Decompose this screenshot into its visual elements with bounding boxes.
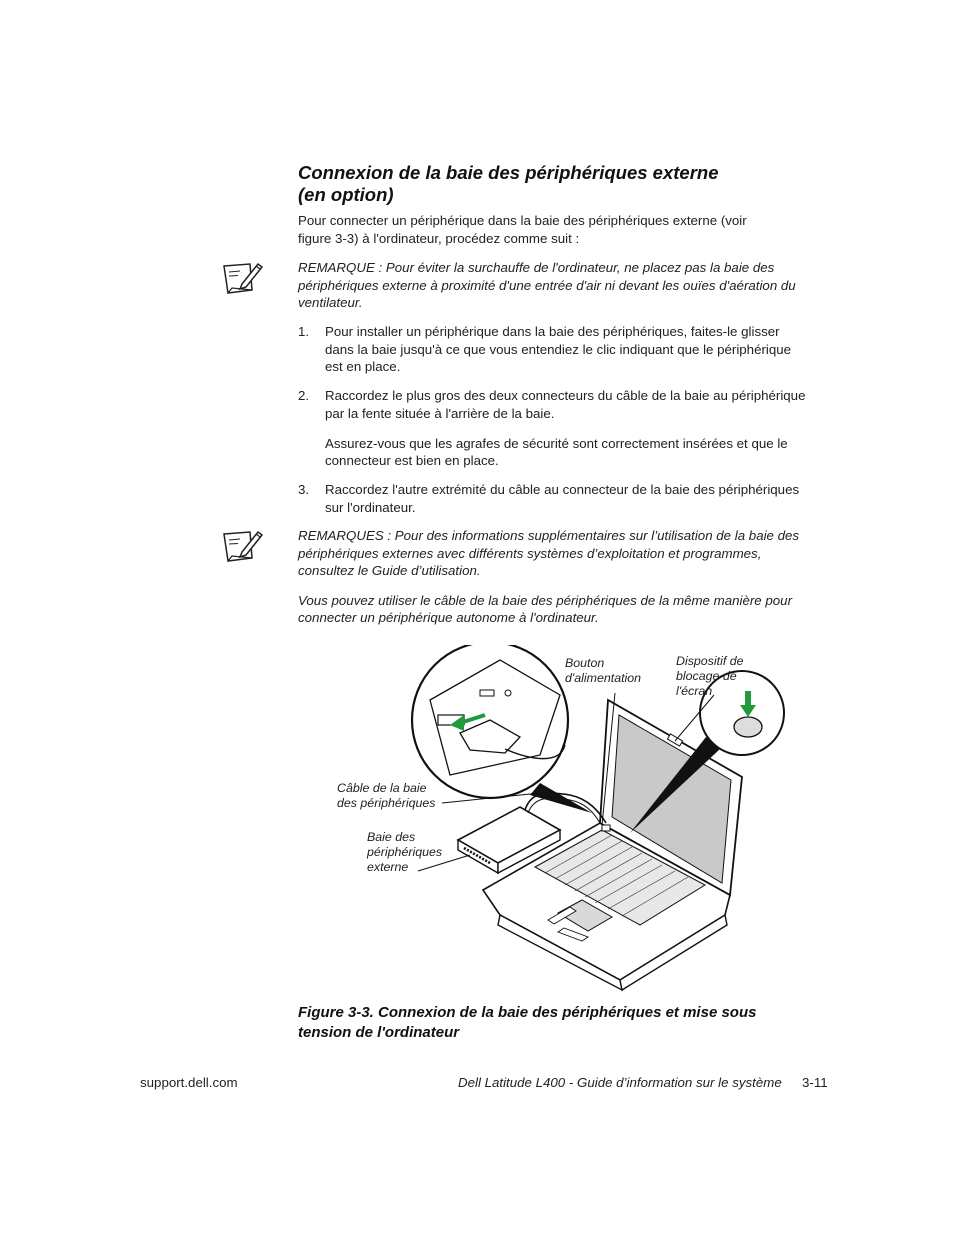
step-2	[298, 387, 833, 470]
intro-line-1: Pour connecter un périphérique dans la baie des périphériques externe (voir	[298, 213, 747, 228]
note-1	[298, 259, 833, 312]
step-2-extra-line-1: Assurez-vous que les agrafes de sécurité sont correctement insérées et que le	[325, 435, 788, 451]
step-3	[298, 481, 833, 516]
callout-bay-line-2: périphériques	[367, 845, 443, 859]
note-pencil-icon	[220, 528, 264, 564]
note-2-line-1: REMARQUES : Pour des informations supplémentaires sur l’utilisation de la baie des	[298, 528, 800, 543]
note-2-line-3: consultez le Guide d’utilisation.	[298, 563, 481, 578]
callout-bay-cable	[337, 781, 436, 811]
intro-line-2: figure 3-3) à l'ordinateur, procédez comme suit :	[298, 230, 580, 246]
step-1	[298, 323, 833, 376]
footer-doc-title: Dell Latitude L400 - Guide d’information sur le système	[458, 1075, 782, 1090]
note-2	[298, 527, 838, 627]
step-3-line-2: sur l'ordinateur.	[325, 499, 416, 515]
section-title	[298, 162, 818, 206]
callout-bay-line-1: Baie des	[367, 830, 416, 844]
note-2-line-2: périphériques externes avec différents systèmes d’exploitation et programmes,	[298, 545, 762, 561]
note-1-line-1: REMARQUE : Pour éviter la surchauffe de l'ordinateur, ne placez pas la baie des	[298, 260, 775, 275]
footer-page-number: 3-11	[802, 1075, 828, 1090]
step-3-line-1: Raccordez l'autre extrémité du câble au connecteur de la baie des périphériques	[325, 482, 800, 497]
note-1-line-2: périphériques externe à proximité d'une entrée d'air ni devant les ouïes d'aération du	[298, 277, 796, 293]
step-1-number: 1.	[298, 324, 310, 339]
callout-cable-line-2: des périphériques	[337, 796, 436, 810]
callout-latch-line-2: blocage de	[676, 669, 737, 683]
step-1-line-3: est en place.	[325, 359, 401, 374]
step-1-line-1: Pour installer un périphérique dans la baie des périphériques, faites-le glisser	[325, 324, 780, 339]
figure-caption-line-1: Figure 3-3. Connexion de la baie des périphériques et mise sous	[298, 1004, 757, 1021]
footer-url: support.dell.com	[140, 1075, 238, 1090]
callout-power-button	[565, 656, 641, 686]
callout-screen-latch	[676, 654, 744, 699]
callout-power-line-2: d'alimentation	[565, 671, 642, 685]
step-2-extra-line-2: connecteur est bien en place.	[325, 453, 499, 468]
power-button	[602, 825, 610, 831]
step-1-line-2: dans la baie jusqu'à ce que vous entendiez le clic indiquant que le périphérique	[325, 341, 792, 357]
callout-cable-line-1: Câble de la baie	[337, 781, 427, 795]
callout-latch-line-3: l'écran	[676, 684, 713, 698]
step-2-line-1: Raccordez le plus gros des deux connecteurs du câble de la baie au périphérique	[325, 388, 806, 403]
step-2-line-2: par la fente située à l'arrière de la baie.	[325, 405, 555, 421]
section-title-line-2: (en option)	[298, 184, 394, 205]
figure-caption	[298, 1003, 838, 1042]
callout-external-bay	[367, 830, 442, 875]
section-title-line-1: Connexion de la baie des périphériques externe	[298, 162, 719, 183]
callout-latch-line-1: Dispositif de	[676, 654, 744, 668]
callout-power-line-1: Bouton	[565, 656, 605, 670]
figure-caption-line-2: tension de l'ordinateur	[298, 1023, 460, 1041]
note-1-line-3: ventilateur.	[298, 295, 363, 310]
step-3-number: 3.	[298, 482, 310, 497]
note-pencil-icon	[220, 260, 264, 296]
step-2-number: 2.	[298, 388, 310, 403]
note-2-line-5: connecter un périphérique autonome à l'ordinateur.	[298, 610, 599, 625]
callout-bay-line-3: externe	[367, 860, 409, 874]
intro-paragraph	[298, 212, 828, 247]
note-2-line-4: Vous pouvez utiliser le câble de la baie des périphériques de la même manière pour	[298, 592, 792, 608]
